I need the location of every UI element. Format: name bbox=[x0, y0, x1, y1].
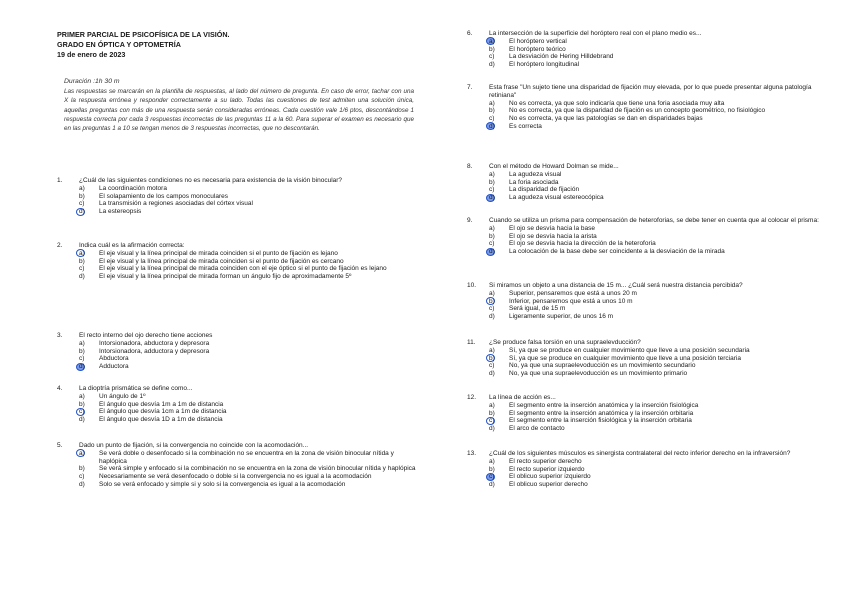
answer-option bbox=[467, 473, 819, 481]
question-2 bbox=[57, 242, 417, 281]
option-letter: a) bbox=[79, 249, 85, 257]
option-text: No es correcta, ya que solo indicaría que tiene una foria asociada muy alta bbox=[509, 99, 725, 107]
option-text: Abductora bbox=[99, 355, 129, 363]
question-3 bbox=[57, 332, 417, 371]
option-letter: c) bbox=[79, 355, 85, 363]
answer-option bbox=[467, 402, 819, 410]
option-text: El horóptero longitudinal bbox=[509, 61, 580, 69]
option-letter: c) bbox=[489, 240, 495, 248]
option-letter: c) bbox=[79, 265, 85, 273]
option-text: Intorsionadora, adductora y depresora bbox=[99, 347, 210, 355]
question-text bbox=[57, 242, 417, 250]
option-text: Ligeramente superior, de unos 16 m bbox=[509, 313, 614, 321]
answer-option bbox=[57, 465, 417, 473]
question-7 bbox=[467, 84, 819, 131]
option-letter: b) bbox=[489, 45, 495, 53]
question-stem: Dado un punto de fijación, si la convergencia no coincide con la acomodación... bbox=[79, 442, 309, 449]
option-text: Sí, ya que se produce en cualquier movimiento que lleve a una posición secundaria bbox=[509, 346, 750, 354]
answer-option bbox=[57, 273, 417, 281]
option-text: El oblicuo superior derecho bbox=[509, 481, 588, 489]
option-letter: a) bbox=[489, 289, 495, 297]
option-text: El ángulo que desvía 1D a 1m de distancia bbox=[99, 416, 223, 424]
answer-option bbox=[57, 408, 417, 416]
answer-option bbox=[57, 200, 417, 208]
answer-option bbox=[467, 225, 819, 233]
option-letter: c) bbox=[79, 408, 85, 416]
answer-option bbox=[467, 305, 819, 313]
option-text: No es correcta, ya que las patologías se dan en disparidades bajas bbox=[509, 115, 703, 123]
option-text: La disparidad de fijación bbox=[509, 186, 580, 194]
question-text bbox=[57, 385, 417, 393]
answer-option bbox=[57, 340, 417, 348]
answer-option bbox=[57, 193, 417, 201]
option-text: El ángulo que desvía 1cm a 1m de distancia bbox=[99, 408, 227, 416]
exam-instructions: Las respuestas se marcarán en la plantilla de respuestas, al lado del número de pregunta. En caso de error, tachar con una X la respuesta errónea y responder correctamente a su lado. Todas las cuestiones de test admiten una solución única, aquellas preguntas con más de una respuesta serán consideradas erróneas. Cada cuestión vale 1/6 ptos, descontándose 1 respuesta correcta por cada 3 respuestas incorrectas de las preguntas 11 a la 60. Para superar el examen es necesario que en las preguntas 1 a 10 se tengan menos de 3 respuestas incorrectas, que no descontarán. bbox=[64, 88, 414, 133]
question-text bbox=[467, 394, 819, 402]
option-text: El arco de contacto bbox=[509, 425, 565, 433]
answer-option bbox=[467, 370, 819, 378]
question-number: 8. bbox=[467, 163, 473, 170]
option-letter: a) bbox=[489, 99, 495, 107]
question-number: 6. bbox=[467, 30, 473, 37]
question-number: 2. bbox=[57, 242, 63, 249]
option-text: Es correcta bbox=[509, 122, 542, 130]
answer-option bbox=[467, 53, 819, 61]
option-letter: a) bbox=[489, 37, 495, 45]
answer-option bbox=[467, 179, 819, 187]
answer-option bbox=[467, 115, 819, 123]
answer-option bbox=[467, 171, 819, 179]
option-text: El solapamiento de los campos monoculares bbox=[99, 192, 228, 200]
question-stem: La dioptría prismática se define como... bbox=[79, 385, 193, 392]
answer-option bbox=[467, 313, 819, 321]
exam-duration: Duración :1h 30 m bbox=[64, 78, 120, 85]
option-text: Será igual, de 15 m bbox=[509, 305, 566, 313]
option-text: El eje visual y la línea principal de mirada forman un ángulo fijo de aproximadamente 5º bbox=[99, 273, 352, 281]
answer-option bbox=[57, 348, 417, 356]
option-text: El eje visual y la línea principal de mirada coinciden con el eje óptico si el punto de fijación es lejano bbox=[99, 265, 387, 273]
answer-option bbox=[57, 250, 417, 258]
option-text: El horóptero teórico bbox=[509, 45, 566, 53]
option-letter: a) bbox=[489, 346, 495, 354]
question-text bbox=[57, 332, 417, 340]
answer-option bbox=[57, 393, 417, 401]
question-9 bbox=[467, 217, 819, 256]
option-letter: b) bbox=[489, 409, 495, 417]
question-stem: Esta frase "Un sujeto tiene una disparidad de fijación muy elevada, por lo que puede presentar alguna patología retiniana" bbox=[489, 84, 812, 99]
option-text: Se verá simple y enfocado si la combinación no se encuentra en la zona de visión binocular nítida y haplópica bbox=[99, 465, 416, 473]
question-number: 7. bbox=[467, 84, 473, 91]
option-letter: d) bbox=[79, 416, 85, 424]
question-stem: La línea de acción es... bbox=[489, 394, 556, 401]
question-stem: Indica cuál es la afirmación correcta: bbox=[79, 242, 185, 249]
answer-option bbox=[57, 473, 417, 481]
option-letter: a) bbox=[79, 184, 85, 192]
option-text: El ojo se desvía hacia la arista bbox=[509, 232, 597, 240]
question-stem: Con el método de Howard Dolman se mide... bbox=[489, 163, 619, 170]
option-text: El eje visual y la línea principal de mirada coinciden si el punto de fijación es lejano bbox=[99, 249, 338, 257]
answer-option bbox=[467, 100, 819, 108]
option-letter: b) bbox=[489, 465, 495, 473]
question-stem: Cuando se utiliza un prisma para compensación de heteroforias, se debe tener en cuenta que al colocar el prisma: bbox=[489, 217, 819, 224]
question-number: 4. bbox=[57, 385, 63, 392]
question-number: 12. bbox=[467, 394, 477, 401]
option-text: No es correcta, ya que la disparidad de fijación es un concepto geométrico, no fisiológico bbox=[509, 107, 766, 115]
option-letter: a) bbox=[79, 449, 85, 457]
answer-option bbox=[467, 466, 819, 474]
option-text: Un ángulo de 1º bbox=[99, 392, 146, 400]
option-letter: c) bbox=[489, 417, 495, 425]
option-text: Necesariamente se verá desenfocado o doble si la convergencia no es igual a la acomodación bbox=[99, 473, 372, 481]
answer-option bbox=[467, 417, 819, 425]
option-letter: b) bbox=[79, 347, 85, 355]
option-letter: b) bbox=[79, 257, 85, 265]
option-letter: d) bbox=[79, 363, 85, 371]
answer-option bbox=[467, 347, 819, 355]
answer-option bbox=[57, 481, 417, 489]
option-text: Inferior, pensaremos que está a unos 10 m bbox=[509, 297, 633, 305]
question-text bbox=[467, 217, 819, 225]
option-letter: d) bbox=[489, 248, 495, 256]
option-letter: b) bbox=[489, 107, 495, 115]
option-text: No, ya que una supraelevoducción es un movimiento primario bbox=[509, 370, 688, 378]
option-letter: d) bbox=[489, 122, 495, 130]
answer-option bbox=[467, 410, 819, 418]
option-text: La transmisión a regiones asociadas del córtex visual bbox=[99, 200, 253, 208]
answer-option bbox=[57, 450, 417, 466]
option-letter: b) bbox=[79, 400, 85, 408]
option-letter: a) bbox=[489, 457, 495, 465]
option-text: La agudeza visual bbox=[509, 170, 562, 178]
question-10 bbox=[467, 282, 819, 321]
option-letter: d) bbox=[489, 313, 495, 321]
question-6 bbox=[467, 30, 819, 69]
answer-option bbox=[467, 355, 819, 363]
question-stem: ¿Se produce falsa torsión en una supraelevducción? bbox=[489, 339, 641, 346]
answer-option bbox=[467, 425, 819, 433]
option-letter: b) bbox=[489, 354, 495, 362]
answer-option bbox=[57, 401, 417, 409]
question-text bbox=[57, 177, 417, 185]
answer-option bbox=[57, 208, 417, 216]
answer-option bbox=[467, 362, 819, 370]
option-text: La estereopsis bbox=[99, 208, 142, 216]
option-text: No, ya que una supraelevoducción es un movimiento secundario bbox=[509, 362, 696, 370]
option-text: El horóptero vertical bbox=[509, 37, 567, 45]
question-number: 3. bbox=[57, 332, 63, 339]
answer-option bbox=[467, 290, 819, 298]
exam-header bbox=[57, 30, 417, 60]
option-text: La coordinación motora bbox=[99, 184, 167, 192]
question-11 bbox=[467, 339, 819, 378]
option-text: Sí, ya que se produce en cualquier movimiento que lleve a una posición terciaria bbox=[509, 354, 741, 362]
exam-date: 19 de enero de 2023 bbox=[57, 50, 126, 59]
option-letter: c) bbox=[489, 473, 495, 481]
option-text: El ojo se desvía hacia la base bbox=[509, 224, 595, 232]
option-letter: c) bbox=[489, 305, 495, 313]
option-letter: d) bbox=[79, 273, 85, 281]
question-1 bbox=[57, 177, 417, 216]
question-text bbox=[467, 30, 819, 38]
question-text bbox=[467, 282, 819, 290]
option-text: El segmento entre la inserción anatómica y la inserción fisiológica bbox=[509, 401, 699, 409]
option-letter: a) bbox=[489, 401, 495, 409]
option-letter: b) bbox=[489, 178, 495, 186]
option-letter: d) bbox=[489, 61, 495, 69]
question-text bbox=[57, 442, 417, 450]
option-text: La colocación de la base debe ser coincidente a la desviación de la mirada bbox=[509, 248, 725, 256]
answer-option bbox=[467, 61, 819, 69]
option-letter: d) bbox=[489, 481, 495, 489]
option-letter: c) bbox=[489, 362, 495, 370]
exam-title: PRIMER PARCIAL DE PSICOFÍSICA DE LA VISIÓN. bbox=[57, 30, 230, 39]
option-text: El eje visual y la línea principal de mirada coinciden si el punto de fijación es cercano bbox=[99, 257, 344, 265]
answer-option bbox=[467, 481, 819, 489]
option-letter: c) bbox=[489, 115, 495, 123]
option-text: El segmento entre la inserción fisiológica y la inserción orbitaria bbox=[509, 417, 692, 425]
option-letter: a) bbox=[489, 224, 495, 232]
question-5 bbox=[57, 442, 417, 489]
option-letter: b) bbox=[489, 297, 495, 305]
option-text: Solo se verá enfocado y simple si y solo si la convergencia es igual a la acomodación bbox=[99, 480, 346, 488]
option-letter: d) bbox=[489, 370, 495, 378]
answer-option bbox=[467, 107, 819, 115]
question-text bbox=[467, 339, 819, 347]
option-text: Se verá doble o desenfocado si la combinación no se encuentra en la zona de visión binocular nítida y haplópica bbox=[99, 449, 394, 465]
question-stem: La intersección de la superficie del horóptero real con el plano medio es... bbox=[489, 30, 702, 37]
question-stem: ¿Cuál de las siguientes condiciones no es necesaria para existencia de la visión binocular? bbox=[79, 177, 343, 184]
option-letter: c) bbox=[489, 186, 495, 194]
question-4 bbox=[57, 385, 417, 424]
option-letter: d) bbox=[79, 480, 85, 488]
question-stem: Si miramos un objeto a una distancia de 15 m... ¿Cuál será nuestra distancia percibida? bbox=[489, 282, 743, 289]
answer-option bbox=[467, 458, 819, 466]
question-number: 9. bbox=[467, 217, 473, 224]
option-text: El recto superior derecho bbox=[509, 457, 582, 465]
option-letter: b) bbox=[79, 465, 85, 473]
exam-degree: GRADO EN ÓPTICA Y OPTOMETRÍA bbox=[57, 40, 181, 49]
exam-instructions-block bbox=[64, 77, 414, 133]
question-number: 13. bbox=[467, 450, 477, 457]
option-letter: d) bbox=[79, 208, 85, 216]
answer-option bbox=[57, 416, 417, 424]
option-text: Intorsionadora, abductora y depresora bbox=[99, 339, 210, 347]
answer-option bbox=[467, 248, 819, 256]
answer-option bbox=[467, 186, 819, 194]
option-text: El ojo se desvía hacia la dirección de la heteroforia bbox=[509, 240, 656, 248]
option-text: Superior, pensaremos que está a unos 20 m bbox=[509, 289, 637, 297]
option-text: El recto superior izquierdo bbox=[509, 465, 585, 473]
option-letter: a) bbox=[489, 170, 495, 178]
option-letter: b) bbox=[79, 192, 85, 200]
answer-option bbox=[467, 194, 819, 202]
option-text: La foria asociada bbox=[509, 178, 559, 186]
answer-option bbox=[467, 38, 819, 46]
option-text: El segmento entre la inserción anatómica y la inserción orbitaria bbox=[509, 409, 694, 417]
answer-option bbox=[57, 258, 417, 266]
question-text bbox=[467, 450, 819, 458]
option-letter: c) bbox=[79, 200, 85, 208]
answer-option bbox=[467, 240, 819, 248]
answer-option bbox=[467, 123, 819, 131]
answer-option bbox=[467, 298, 819, 306]
option-letter: a) bbox=[79, 392, 85, 400]
answer-option bbox=[57, 265, 417, 273]
option-letter: c) bbox=[489, 53, 495, 61]
option-letter: a) bbox=[79, 339, 85, 347]
question-13 bbox=[467, 450, 819, 489]
question-12 bbox=[467, 394, 819, 433]
option-letter: d) bbox=[489, 194, 495, 202]
question-stem: ¿Cuál de los siguientes músculos es sinergista contralateral del recto inferior derecho en la infraversión? bbox=[489, 450, 791, 457]
option-text: La agudeza visual estereocópica bbox=[509, 194, 604, 202]
answer-option bbox=[467, 46, 819, 54]
option-letter: c) bbox=[79, 473, 85, 481]
question-8 bbox=[467, 163, 819, 202]
question-text bbox=[467, 163, 819, 171]
answer-option bbox=[57, 185, 417, 193]
question-number: 11. bbox=[467, 339, 476, 346]
answer-option bbox=[467, 233, 819, 241]
option-letter: b) bbox=[489, 232, 495, 240]
question-number: 10. bbox=[467, 282, 477, 289]
answer-option bbox=[57, 363, 417, 371]
option-text: El ángulo que desvía 1m a 1m de distancia bbox=[99, 400, 224, 408]
option-text: La desviación de Hering Hilldebrand bbox=[509, 53, 614, 61]
option-letter: d) bbox=[489, 425, 495, 433]
option-text: El oblicuo superior izquierdo bbox=[509, 473, 591, 481]
question-stem: El recto interno del ojo derecho tiene acciones bbox=[79, 332, 213, 339]
question-number: 5. bbox=[57, 442, 63, 449]
question-number: 1. bbox=[57, 177, 63, 184]
question-text bbox=[467, 84, 819, 100]
answer-option bbox=[57, 355, 417, 363]
option-text: Adductora bbox=[99, 363, 129, 371]
